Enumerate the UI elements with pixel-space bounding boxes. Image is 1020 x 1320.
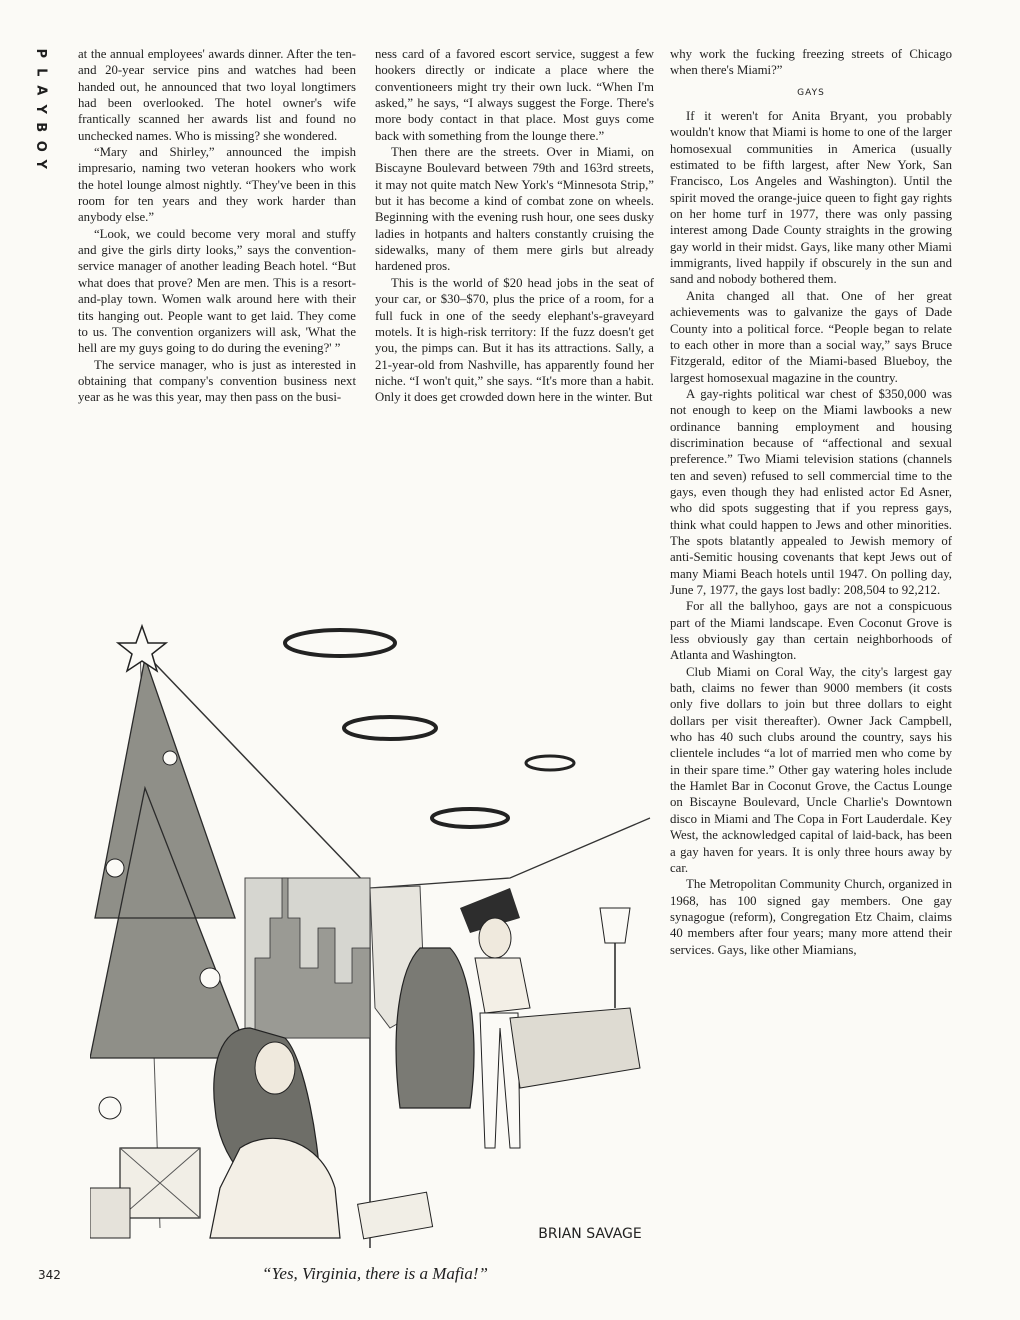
gift-box-icon <box>90 1188 130 1238</box>
artist-signature: BRIAN SAVAGE <box>538 1226 642 1242</box>
paragraph: If it weren't for Anita Bryant, you probably wouldn't know that Miami is home to one of the larger homosexual communities in America (usually estimated to be fifth largest, after New York, San Francisco, Los Angeles and Washington). Until the spirit moved the orange-juice queen to fight gay rights on her home turf in 1977, there was only passing interest among Dade County straights in the growing gay world in their midst. Gays, like many other Miami immigrants, lived happily if obscurely in the sun and sand and nobody bothered them. <box>670 109 952 287</box>
paragraph: “Mary and Shirley,” announced the impish impresario, naming two veteran hookers who work the hotel lounge almost nightly. “They've been in this room for ten years and they work harder than anybody else.” <box>78 145 356 225</box>
article-column-2 <box>375 46 654 406</box>
paragraph: “Look, we could become very moral and stuffy and give the girls dirty looks,” says the convention-service manager of another leading Beach hotel. “But what does that prove? Men are men. This is a resort-and-play town. Women walk around here with their tits hanging out. People want to get laid. They come to us. The convention organizers will ask, 'What the hell are my guys going to do during the evening?' ” <box>78 226 356 356</box>
masthead-letter: A <box>33 85 49 96</box>
paragraph: at the annual employees' awards dinner. After the ten- and 20-year service pins and watches had been handed out, he announced that two loyal longtimers had been overlooked. The hotel owner's wife frantically scanned her awards list and found no unchecked names. Who is missing? she wondered. <box>78 47 356 143</box>
paragraph: This is the world of $20 head jobs in the seat of your car, or $30–$70, plus the price of a room, for a full fuck in one of the seedy elephant's-graveyard motels. It is high-risk territory: If the fuzz doesn't get you, the pimps can. But it has its attractions. Sally, a 21-year-old from Nashville, has apparently found her niche. “I won't quit,” she says. “It's more than a habit. Only it does get crowded down here in the winter. But <box>375 275 654 405</box>
masthead-letter: P <box>33 48 49 59</box>
article-column-1 <box>78 46 356 406</box>
paragraph: A gay-rights political war chest of $350,000 was not enough to keep on the Miami lawbooks a new ordinance banning employment and housing discrimination because of “affectional and sexual preference.” Two Miami television stations (channels ten and seven) refused to sell commercial time to the gays, even though they had enlisted actor Ed Asner, who did spots suggesting that if you repress gays, think what could happen to Jews and other minorities. The spots blatantly appealed to Jewish memory of anti-Semitic housing covenants that kept Jews out of many Miami Beach hotels until 1947. On polling day, June 7, 1977, the gays lost badly: 208,504 to 92,212. <box>670 386 952 597</box>
paragraph: ness card of a favored escort service, suggest a few hookers directly or indicate a place where the conventioneers might try their own luck. “When I'm asked,” he says, “I always suggest the Forge. There's more body contact in that place. Most guys come back with something from the lounge there.” <box>375 47 654 143</box>
ornament-icon <box>200 968 220 988</box>
masthead-letter: Y <box>33 104 49 114</box>
girl-face <box>255 1042 295 1094</box>
paragraph: Anita changed all that. One of her great achievements was to galvanize the gays of Dade County into a political force. “People began to relate to each other in more than a social way,” says Bruce Fitzgerald, editor of the Miami-based Blueboy, the largest homosexual magazine in the country. <box>670 288 952 385</box>
paragraph: For all the ballyhoo, gays are not a conspicuous part of the Miami landscape. Even Coconut Grove is less obviously gay than certain neighborhoods of Atlanta and Washington. <box>670 599 952 663</box>
ornament-icon <box>99 1097 121 1119</box>
man-face <box>479 918 511 958</box>
cartoon-illustration <box>90 588 660 1248</box>
page-number: 342 <box>38 1268 61 1282</box>
man-torso <box>475 958 530 1013</box>
masthead-letter: L <box>33 67 49 76</box>
lamp-icon <box>600 908 630 943</box>
masthead-letter: Y <box>33 159 49 169</box>
masthead-letter: O <box>33 140 49 152</box>
ornament-icon <box>106 859 124 877</box>
paragraph: The service manager, who is just as interested in obtaining that company's convention business next year as he was this year, may then pass on the busi- <box>78 357 356 405</box>
paragraph: Then there are the streets. Over in Miami, on Biscayne Boulevard between 79th and 163rd streets, it may not quite match New York's “Minnesota Strip,” but it has become a kind of combat zone on wheels. Beginning with the evening rush hour, one sees dusky ladies in hotpants and halters constantly cruising the sidewalks, many of them mere girls but already hardened pros. <box>375 145 654 274</box>
paragraph: why work the fucking freezing streets of Chicago when there's Miami?” <box>670 47 952 78</box>
masthead-letter: B <box>33 122 49 133</box>
article-column-3 <box>670 46 952 958</box>
fur-coat <box>396 948 474 1108</box>
section-heading: GAYS <box>797 87 825 98</box>
cartoon-caption: “Yes, Virginia, there is a Mafia!” <box>262 1264 488 1283</box>
magazine-name-vertical <box>28 44 52 174</box>
ornament-icon <box>163 751 177 765</box>
paragraph: The Metropolitan Community Church, organized in 1968, has 100 signed gay members. One gay synagogue (reform), Congregation Etz Chaim, claims 40 members after four years; many more attend their services. Gays, like other Miamians, <box>670 877 952 957</box>
paragraph: Club Miami on Coral Way, the city's largest gay bath, claims no fewer than 9000 members (it costs only five dollars to join but three dollars to eight dollars per visit thereafter). Owner Jack Campbell, who has 40 such clubs around the country, says his clientele includes “a lot of married men who come by in their spare time.” Other gay watering holes include the Hamlet Bar in Coconut Grove, the Cactus Lounge on Biscayne Boulevard, Uncle Charlie's Downtown disco in Miami and The Copa in Fort Lauderdale. Key West, the acknowledged capital of laid-back, has been a gay haven for years. It is only three hours away by car. <box>670 664 952 875</box>
